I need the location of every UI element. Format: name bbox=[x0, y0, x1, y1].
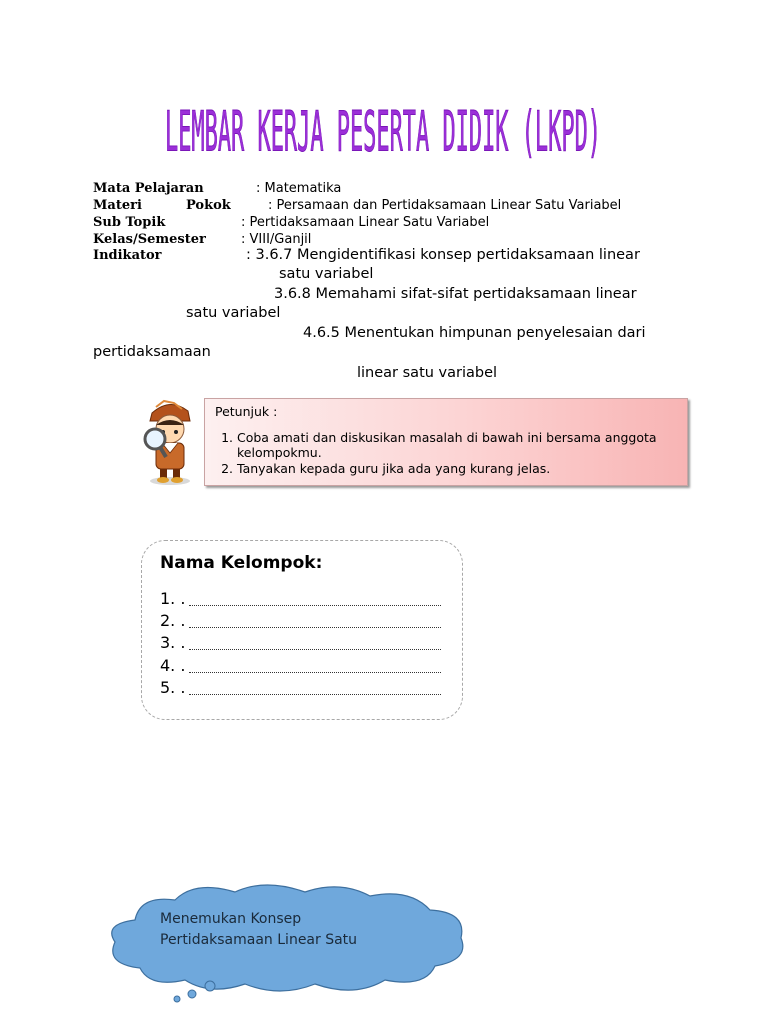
lkpd-title bbox=[0, 86, 768, 176]
indikator-3c: linear satu variabel bbox=[357, 365, 498, 381]
indikator-2a: 3.6.8 Memahami sifat-sifat pertidaksamaan linear bbox=[274, 286, 637, 302]
lkpd-title-text: LEMBAR KERJA PESERTA DIDIK (LKPD) bbox=[165, 100, 601, 165]
kelompok-line-1[interactable] bbox=[160, 589, 441, 608]
kelompok-number: 4. . bbox=[160, 656, 186, 675]
petunjuk-item: 2. Tanyakan kepada guru jika ada yang kurang jelas. bbox=[237, 461, 677, 476]
nama-kelompok-title: Nama Kelompok: bbox=[160, 553, 323, 573]
kelompok-number: 2. . bbox=[160, 611, 186, 630]
kelompok-fill-line bbox=[189, 633, 441, 650]
kelompok-number: 5. . bbox=[160, 678, 186, 697]
indikator-3a: 4.6.5 Menentukan himpunan penyelesaian dari bbox=[303, 325, 646, 341]
pokok-label: Pokok bbox=[186, 198, 231, 213]
indikator-1b: satu variabel bbox=[279, 266, 374, 282]
petunjuk-item: 1. Coba amati dan diskusikan masalah di bawah ini bersama anggota kelompokmu. bbox=[237, 430, 677, 460]
detective-mascot-icon bbox=[138, 395, 202, 487]
indikator-2b: satu variabel bbox=[186, 305, 281, 321]
kelompok-line-5[interactable] bbox=[160, 678, 441, 697]
petunjuk-heading: Petunjuk : bbox=[215, 404, 278, 419]
mata-pelajaran-value: : Matematika bbox=[256, 181, 342, 196]
mata-pelajaran-label: Mata Pelajaran bbox=[93, 181, 204, 196]
petunjuk-list bbox=[215, 430, 677, 477]
cloud-line-2: Pertidaksamaan Linear Satu bbox=[160, 932, 358, 948]
indikator-3b: pertidaksamaan bbox=[93, 344, 211, 360]
kelompok-fill-line bbox=[189, 678, 441, 695]
petunjuk-box bbox=[204, 398, 688, 486]
materi-label: Materi bbox=[93, 198, 142, 213]
indikator-1a: : 3.6.7 Mengidentifikasi konsep pertidaksamaan linear bbox=[246, 247, 640, 263]
cloud-text bbox=[160, 909, 357, 951]
kelompok-line-4[interactable] bbox=[160, 656, 441, 675]
kelompok-number: 1. . bbox=[160, 589, 186, 608]
cloud-line-1: Menemukan Konsep bbox=[160, 911, 302, 927]
kelompok-line-3[interactable] bbox=[160, 633, 441, 652]
sub-topik-label: Sub Topik bbox=[93, 215, 166, 230]
materi-value: : Persamaan dan Pertidaksamaan Linear Satu Variabel bbox=[268, 198, 622, 213]
kelas-label: Kelas/Semester bbox=[93, 232, 206, 247]
kelompok-fill-line bbox=[189, 589, 441, 606]
kelompok-line-2[interactable] bbox=[160, 611, 441, 630]
sub-topik-value: : Pertidaksamaan Linear Satu Variabel bbox=[241, 215, 490, 230]
indikator-label: Indikator bbox=[93, 248, 162, 263]
kelompok-fill-line bbox=[189, 611, 441, 628]
kelompok-fill-line bbox=[189, 656, 441, 673]
kelompok-number: 3. . bbox=[160, 633, 186, 652]
kelas-value: : VIII/Ganjil bbox=[241, 232, 312, 247]
nama-kelompok-box bbox=[141, 540, 463, 720]
